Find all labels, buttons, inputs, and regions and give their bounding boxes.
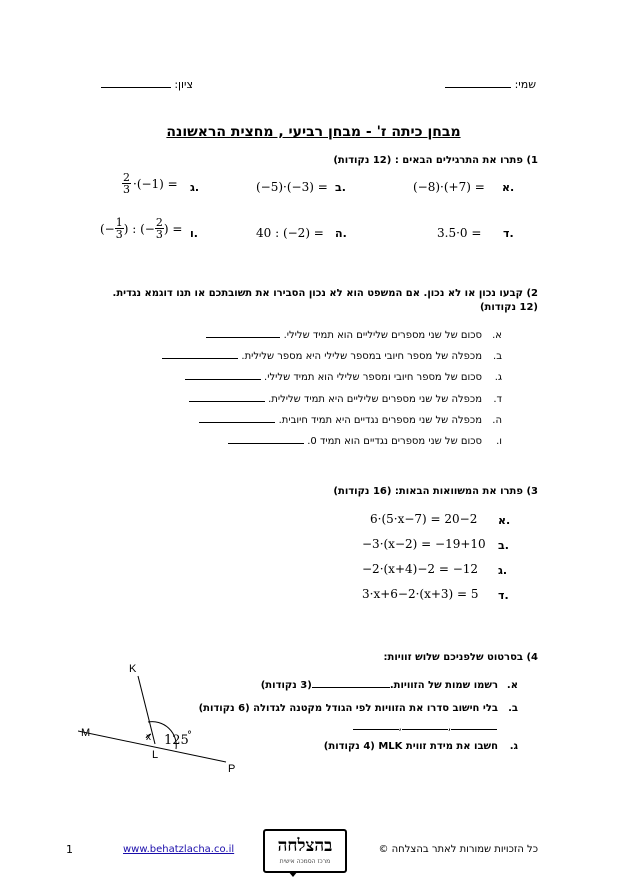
logo-pointer xyxy=(288,871,298,877)
q4-b-answer xyxy=(353,722,497,733)
fraction-denominator: 3 xyxy=(155,228,163,241)
q1-expr-e: 40 : (−2) = xyxy=(256,226,324,240)
q4-item-c xyxy=(324,741,518,752)
grade-label: ציון: xyxy=(174,78,193,91)
page-number: 1 xyxy=(66,843,73,856)
fraction-denominator: 3 xyxy=(123,183,130,196)
q2-statement: סכום של מספר חיובי ומספר שלילי הוא תמיד שלילי. xyxy=(264,372,482,383)
q1-letter-b: ב. xyxy=(335,181,346,194)
q3-letter: א. xyxy=(498,514,511,527)
name-label: שמי: xyxy=(514,78,536,91)
q4-b-sep: , xyxy=(398,722,402,733)
q4-number: 4) xyxy=(526,652,538,663)
fraction xyxy=(155,217,164,240)
q2-statement: סכום של שני מספרים שליליים הוא תמיד שלילי. xyxy=(283,330,482,341)
q4-b-blank[interactable] xyxy=(402,728,448,730)
grade-blank[interactable] xyxy=(101,86,171,88)
q2-answer-blank[interactable] xyxy=(185,378,261,380)
q4-text: בסרטוט שלפניכם שלוש זוויות: xyxy=(383,652,523,663)
q2-letter: ה. xyxy=(492,415,502,426)
q2-header xyxy=(113,288,538,299)
q4-header xyxy=(384,652,538,663)
logo-subtitle: מרכז הסמכה אישית xyxy=(279,858,331,865)
name-blank[interactable] xyxy=(445,86,511,88)
q4-a-blank[interactable] xyxy=(312,686,390,688)
q1-number: 1) xyxy=(526,155,538,166)
fraction xyxy=(115,217,124,240)
q2-letter: ו. xyxy=(496,436,502,447)
q4-b-text: בלי חישוב סדרו את הזוויות לפי הגודל מקטנה לגדולה (6 נקודות) xyxy=(198,703,498,714)
q1-header xyxy=(333,155,538,166)
q2-item xyxy=(162,351,502,362)
q2-statement: מכפלה של שני מספרים שליליים היא תמיד שלילית. xyxy=(268,394,482,405)
label-l: L xyxy=(152,749,159,761)
q3-equation: 3·x+6−2·(x+3) = 5 xyxy=(362,587,479,601)
q2-letter: ד. xyxy=(493,394,502,405)
site-link[interactable]: www.behatzlacha.co.il xyxy=(123,844,235,855)
q2-answer-blank[interactable] xyxy=(206,336,280,338)
fraction-numerator: 2 xyxy=(155,216,163,229)
q3-letter: ג. xyxy=(498,564,508,577)
q4-letter: א. xyxy=(506,680,518,691)
name-field xyxy=(440,78,536,91)
q1-expr-f: (− $\frac{1}{3}$ ) : (− $\frac{2}{3}$ ) = xyxy=(100,216,183,241)
q2-answer-blank[interactable] xyxy=(228,442,304,444)
q2-points: (12 נקודות) xyxy=(479,302,538,313)
q1-letter-e: ה. xyxy=(335,227,347,240)
q1-letter-f: ו. xyxy=(190,227,198,240)
logo xyxy=(263,829,347,873)
q3-letter: ב. xyxy=(498,539,509,552)
q4-a-points: (3 נקודות) xyxy=(260,680,312,691)
q2-answer-blank[interactable] xyxy=(162,357,238,359)
angle-value: 125 xyxy=(164,733,189,748)
page-title: מבחן כיתה ז' - מבחן רביעי , מחצית הראשונה xyxy=(166,124,461,140)
q4-letter: ב. xyxy=(508,703,518,714)
q2-answer-blank[interactable] xyxy=(199,421,275,423)
q4-a-text: רשמו שמות של הזוויות. xyxy=(389,680,498,691)
q1-expr-b: (−5)·(−3) = xyxy=(256,180,328,194)
q2-item xyxy=(199,415,502,426)
label-x: x xyxy=(146,732,151,743)
q4-b-sep: , xyxy=(447,722,451,733)
expr-rest: ·(−1) = xyxy=(133,176,178,191)
label-p: P xyxy=(228,763,236,775)
angle-diagram xyxy=(78,660,248,775)
q3-equation: −3·(x−2) = −19+10 xyxy=(362,537,486,551)
q4-b-blank[interactable] xyxy=(353,728,399,730)
q2-answer-blank[interactable] xyxy=(189,400,265,402)
logo-text: בהצלחה xyxy=(277,836,333,856)
q3-equation: −2·(x+4)−2 = −12 xyxy=(362,562,479,576)
q3-header xyxy=(333,486,538,497)
q2-statement: מכפלה של מספר חיובי במספר שלילי היא מספר שלילית. xyxy=(241,351,482,362)
q2-item xyxy=(189,394,502,405)
q4-b-blank[interactable] xyxy=(451,728,497,730)
q2-text-line1: קבעו נכון או לא נכון. אם המשפט הוא לא נכון הסבירו את תשובתכם או תנו דוגמא נגדית. xyxy=(112,288,523,299)
grade-field xyxy=(93,78,193,91)
q2-item xyxy=(206,330,502,341)
q2-number: 2) xyxy=(526,288,538,299)
q2-statement: סכום של שני מספרים נגדיים הוא תמיד 0. xyxy=(307,436,482,447)
q1-text: פתרו את התרגילים הבאים : (12 נקודות) xyxy=(333,155,523,166)
label-m: M xyxy=(81,727,91,739)
q3-number: 3) xyxy=(526,486,538,497)
q2-statement: מכפלה של שני מספרים נגדיים היא תמיד חיובית. xyxy=(278,415,482,426)
q3-equation: 6·(5·x−7) = 20−2 xyxy=(370,512,478,526)
q4-item-a xyxy=(261,680,518,691)
q2-letter: ב. xyxy=(493,351,502,362)
fraction xyxy=(122,172,131,195)
q4-letter: ג. xyxy=(509,741,518,752)
q2-item xyxy=(228,436,502,447)
q1-letter-d: ד. xyxy=(503,227,514,240)
q1-expr-a: (−8)·(+7) = xyxy=(413,180,485,194)
fraction-denominator: 3 xyxy=(115,228,123,241)
q4-c-text: חשבו את מידת זווית MLK (4 נקודות) xyxy=(323,741,498,752)
q3-letter: ד. xyxy=(498,589,509,602)
q1-expr-d: 3.5·0 = xyxy=(437,226,482,240)
q3-text: פתרו את המשוואות הבאות: (16 נקודות) xyxy=(333,486,523,497)
fraction-numerator: 1 xyxy=(115,216,123,229)
copyright: כל הזכויות שמורות לאתר בהצלחה © xyxy=(378,844,538,855)
q1-expr-c xyxy=(122,172,178,195)
q1-letter-a: א. xyxy=(502,181,515,194)
q1-letter-c: ג. xyxy=(190,181,200,194)
degree-symbol: ° xyxy=(187,730,192,741)
fraction-numerator: 2 xyxy=(123,171,130,184)
q2-letter: א. xyxy=(492,330,502,341)
q2-item xyxy=(185,372,502,383)
q2-letter: ג. xyxy=(494,372,502,383)
label-k: K xyxy=(129,663,137,675)
